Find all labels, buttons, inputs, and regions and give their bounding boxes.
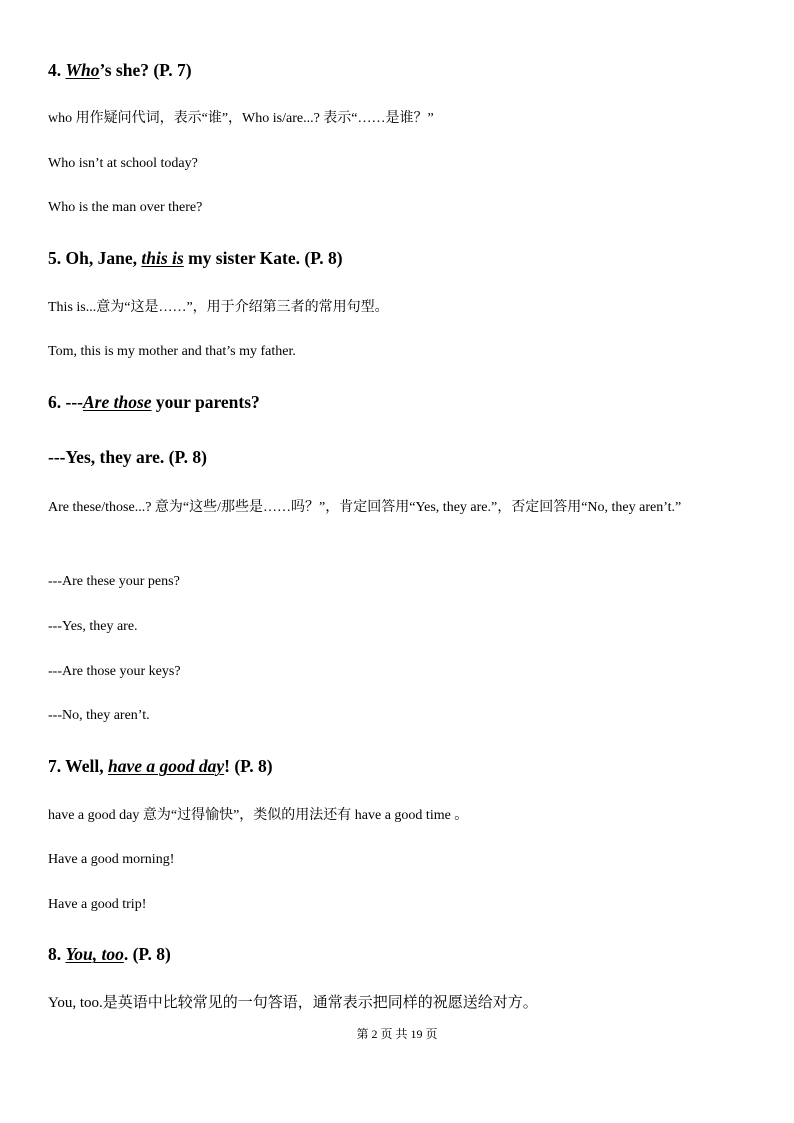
section-7-emphasis: have a good day <box>107 756 225 776</box>
section-6-heading: 6. ---Are those your parents? <box>48 392 260 412</box>
section-5-emphasis: this is <box>141 248 184 268</box>
section-6-explanation: Are these/those...? 意为“这些/那些是……吗？”，肯定回答用“Yes, they are.”，否定回答用“No, they aren’t.” <box>48 500 682 515</box>
section-7-example-1: Have a good morning! <box>48 852 175 867</box>
section-4-emphasis: Who <box>65 60 100 80</box>
section-7-heading: 7. Well, have a good day! (P. 8) <box>48 756 273 776</box>
section-6-emphasis: Are those <box>82 392 152 412</box>
section-8-emphasis: You, too <box>65 944 124 964</box>
section-6-example-1: ---Are these your pens? <box>48 574 180 589</box>
page-footer: 第 2 页 共 19 页 <box>356 1027 438 1041</box>
section-6-example-4: ---No, they aren’t. <box>48 708 150 723</box>
section-4-example-2: Who is the man over there? <box>48 200 203 215</box>
section-4-heading: 4. Who’s she? (P. 7) <box>48 60 192 80</box>
section-7-explanation: have a good day 意为“过得愉快”，类似的用法还有 have a good time 。 <box>48 808 469 823</box>
section-8-heading: 8. You, too. (P. 8) <box>48 944 171 964</box>
section-5-heading: 5. Oh, Jane, this is my sister Kate. (P. 8) <box>48 248 343 268</box>
section-6-example-2: ---Yes, they are. <box>48 619 138 634</box>
section-6-example-3: ---Are those your keys? <box>48 664 181 679</box>
section-5-explanation: This is...意为“这是……”，用于介绍第三者的常用句型。 <box>48 300 389 315</box>
section-6-heading-answer: ---Yes, they are. (P. 8) <box>48 447 207 467</box>
section-5-example-1: Tom, this is my mother and that’s my father. <box>48 344 296 359</box>
section-7-example-2: Have a good trip! <box>48 897 147 912</box>
section-4-example-1: Who isn’t at school today? <box>48 156 198 171</box>
section-8-explanation: You, too.是英语中比较常见的一句答语，通常表示把同样的祝愿送给对方。 <box>48 995 538 1011</box>
section-4-explanation: who 用作疑问代词，表示“谁”，Who is/are...? 表示“……是谁？” <box>48 111 434 126</box>
